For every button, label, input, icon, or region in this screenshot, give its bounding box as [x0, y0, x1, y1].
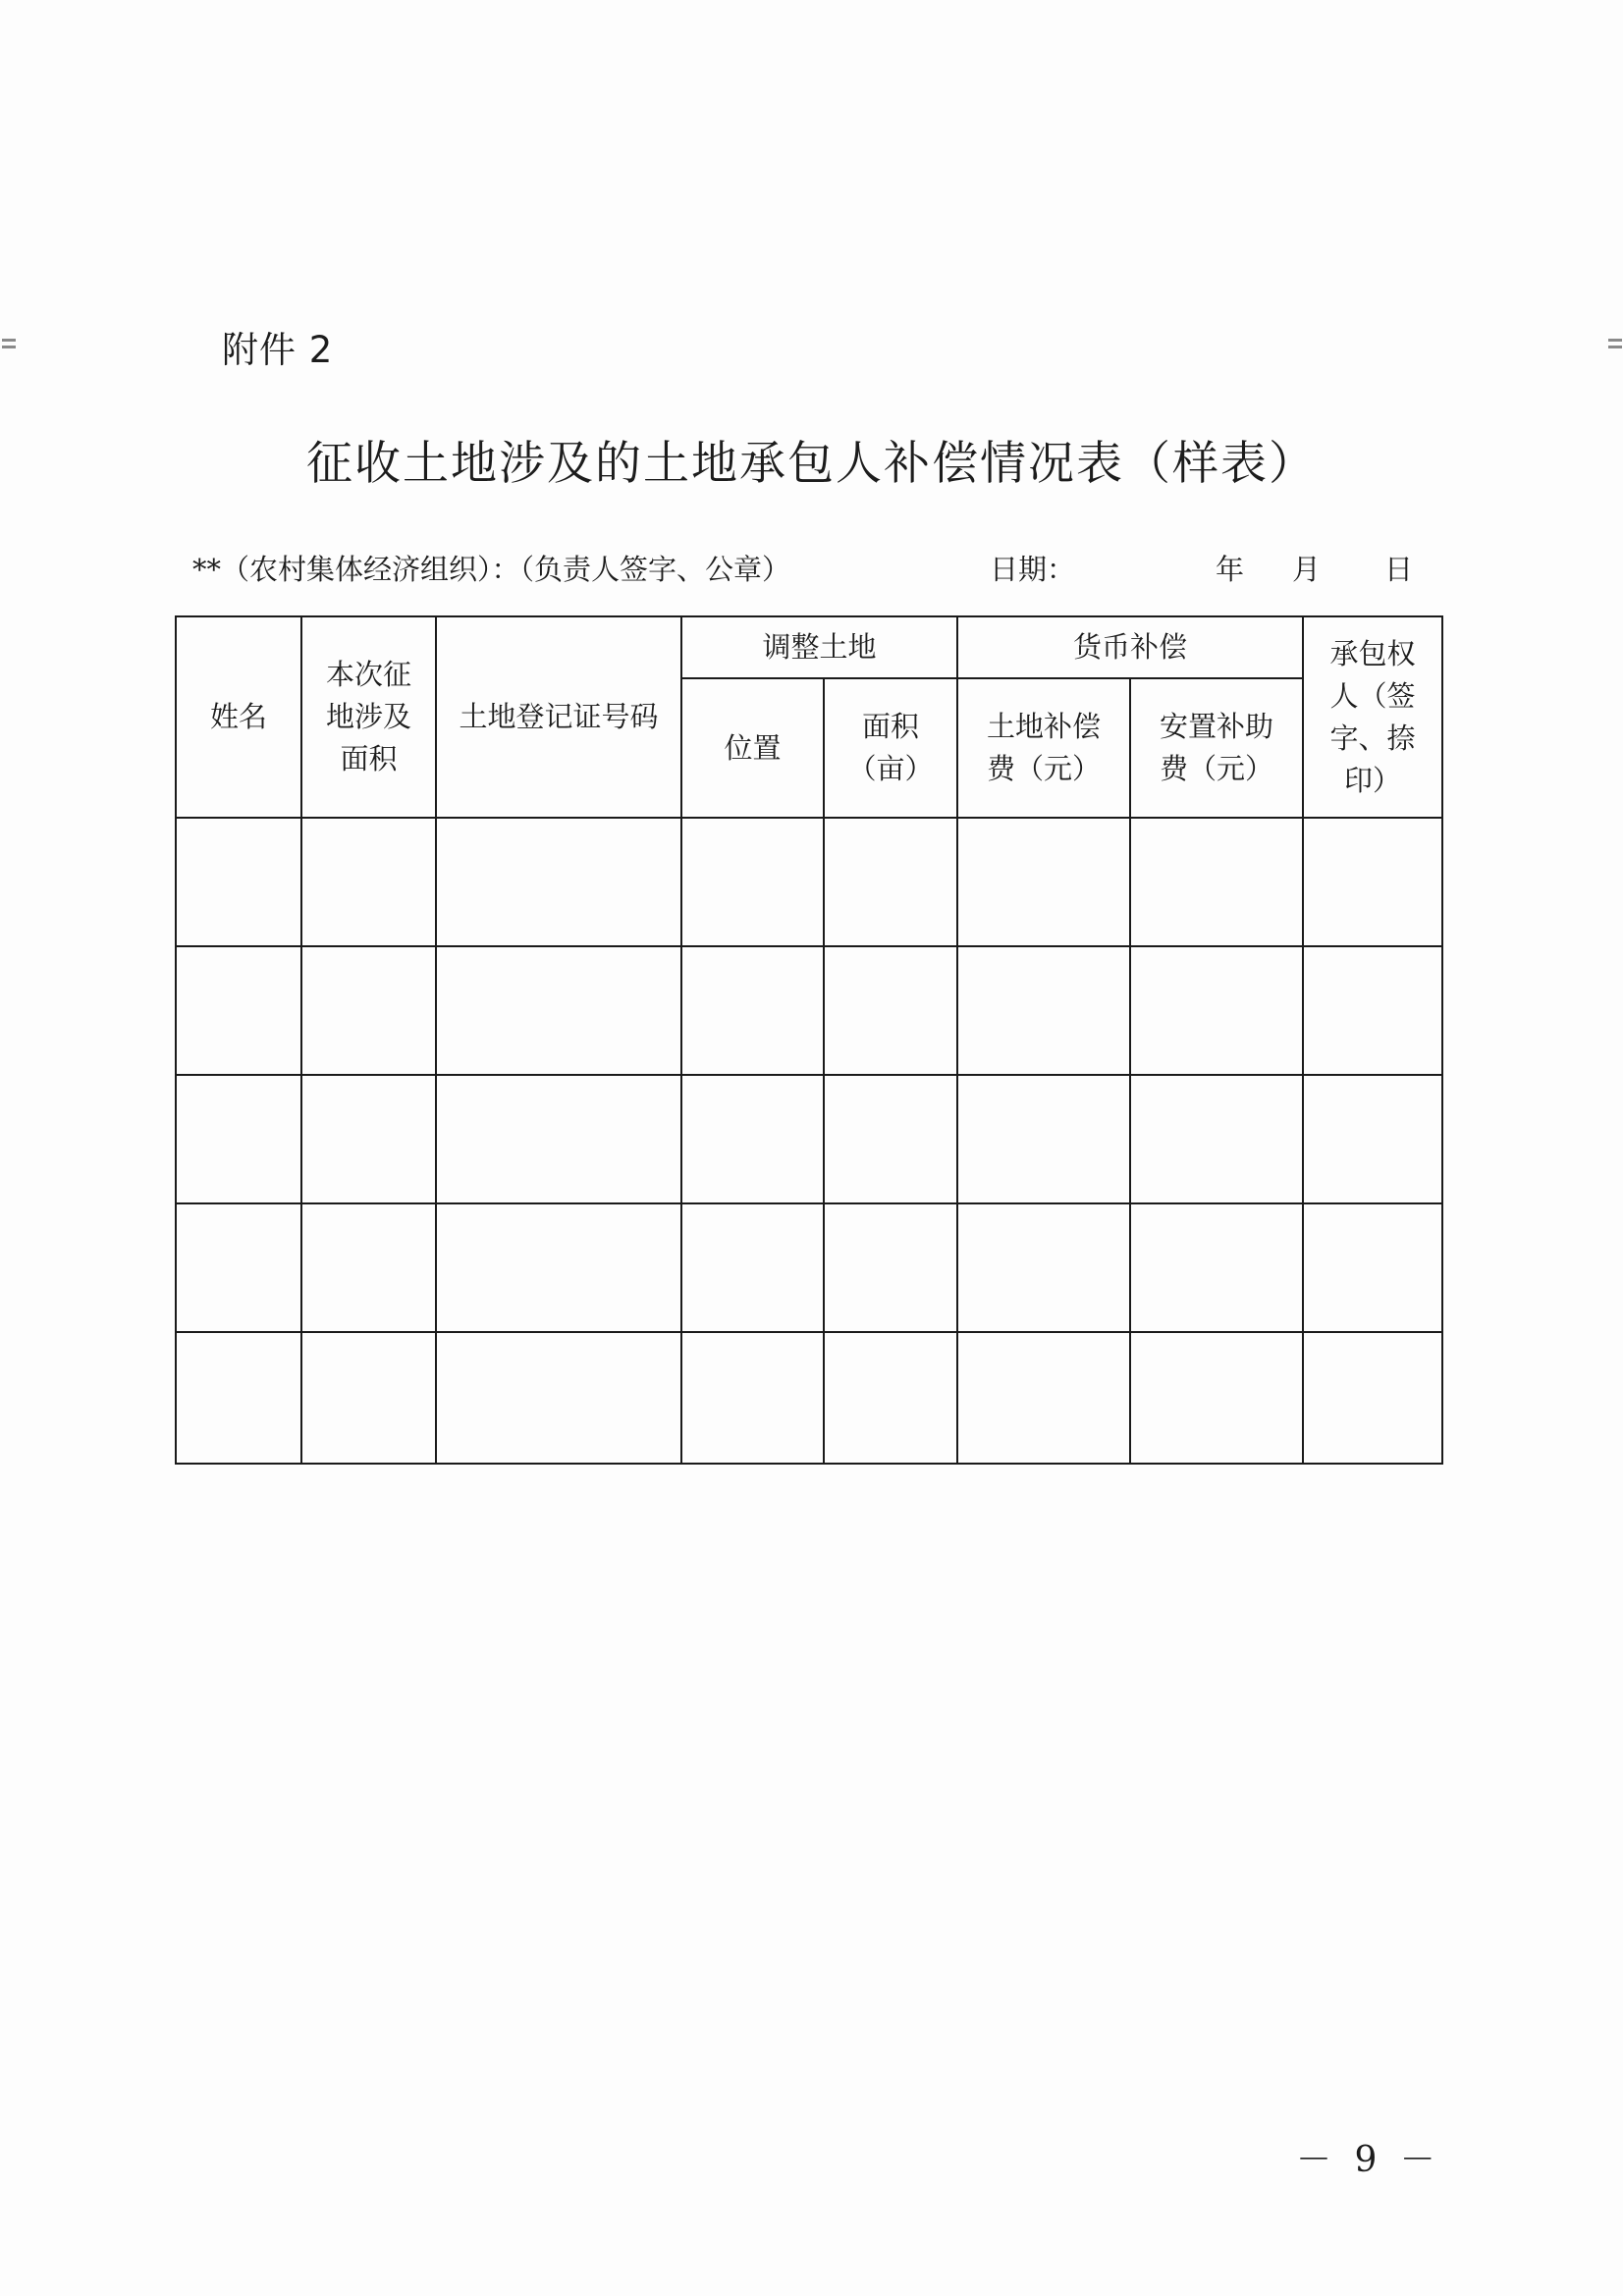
table-cell — [1303, 1332, 1442, 1464]
header-name: 姓名 — [176, 616, 301, 818]
table-cell — [301, 1332, 436, 1464]
table-cell — [1303, 1203, 1442, 1332]
header-adjust-location: 位置 — [681, 678, 824, 818]
scan-edge-mark — [2, 346, 16, 348]
table-cell — [681, 946, 824, 1075]
table-cell — [436, 946, 681, 1075]
table-cell — [824, 1332, 957, 1464]
table-cell — [957, 818, 1130, 946]
header-land-compensation-fee: 土地补偿 费（元） — [957, 678, 1130, 818]
table-cell — [301, 1075, 436, 1203]
table-cell — [1303, 1075, 1442, 1203]
organization-signature-line: **（农村集体经济组织）：（负责人签字、公章） — [192, 553, 791, 586]
table-cell — [681, 818, 824, 946]
scan-edge-mark — [2, 339, 16, 342]
table-cell — [436, 1332, 681, 1464]
page-number: － 9 － — [1296, 2140, 1441, 2180]
table-cell — [1130, 818, 1303, 946]
table-cell — [176, 1203, 301, 1332]
table-cell — [1130, 946, 1303, 1075]
table-cell — [957, 1075, 1130, 1203]
table-cell — [436, 1203, 681, 1332]
table-row — [176, 1332, 1442, 1464]
table-cell — [957, 1203, 1130, 1332]
table-row — [176, 946, 1442, 1075]
table-cell — [824, 946, 957, 1075]
table-cell — [436, 818, 681, 946]
table-row — [176, 818, 1442, 946]
date-day-label: 日 — [1384, 553, 1414, 586]
table-cell — [957, 946, 1130, 1075]
header-adjust-land: 调整土地 — [681, 616, 957, 678]
header-area: 本次征 地涉及 面积 — [301, 616, 436, 818]
date-month-label: 月 — [1292, 553, 1322, 586]
table-cell — [1303, 946, 1442, 1075]
table-cell — [681, 1332, 824, 1464]
header-row-1 — [176, 616, 1442, 678]
table-cell — [436, 1075, 681, 1203]
document-title: 征收土地涉及的土地承包人补偿情况表（样表） — [306, 437, 1317, 491]
table-cell — [824, 1075, 957, 1203]
header-monetary-compensation: 货币补偿 — [957, 616, 1303, 678]
table-cell — [176, 1332, 301, 1464]
table-row — [176, 1075, 1442, 1203]
table-cell — [301, 818, 436, 946]
date-label: 日期： — [990, 553, 1076, 586]
header-certificate-number: 土地登记证号码 — [436, 616, 681, 818]
header-adjust-area: 面积 （亩） — [824, 678, 957, 818]
attachment-label: 附件 2 — [222, 329, 334, 371]
table-cell — [301, 946, 436, 1075]
table-cell — [1303, 818, 1442, 946]
table-cell — [1130, 1075, 1303, 1203]
table-cell — [301, 1203, 436, 1332]
table-cell — [824, 818, 957, 946]
scan-edge-mark — [1608, 339, 1622, 342]
table-cell — [1130, 1203, 1303, 1332]
table-cell — [176, 818, 301, 946]
table-cell — [681, 1075, 824, 1203]
header-resettlement-fee: 安置补助 费（元） — [1130, 678, 1303, 818]
table-cell — [176, 1075, 301, 1203]
table-row — [176, 1203, 1442, 1332]
header-contractor-signature: 承包权 人（签 字、捺 印） — [1303, 616, 1442, 818]
table-cell — [1130, 1332, 1303, 1464]
table-cell — [681, 1203, 824, 1332]
table-cell — [824, 1203, 957, 1332]
date-year-label: 年 — [1216, 553, 1245, 586]
table-cell — [957, 1332, 1130, 1464]
compensation-table — [175, 615, 1443, 1465]
table-cell — [176, 946, 301, 1075]
scan-edge-mark — [1608, 346, 1622, 348]
